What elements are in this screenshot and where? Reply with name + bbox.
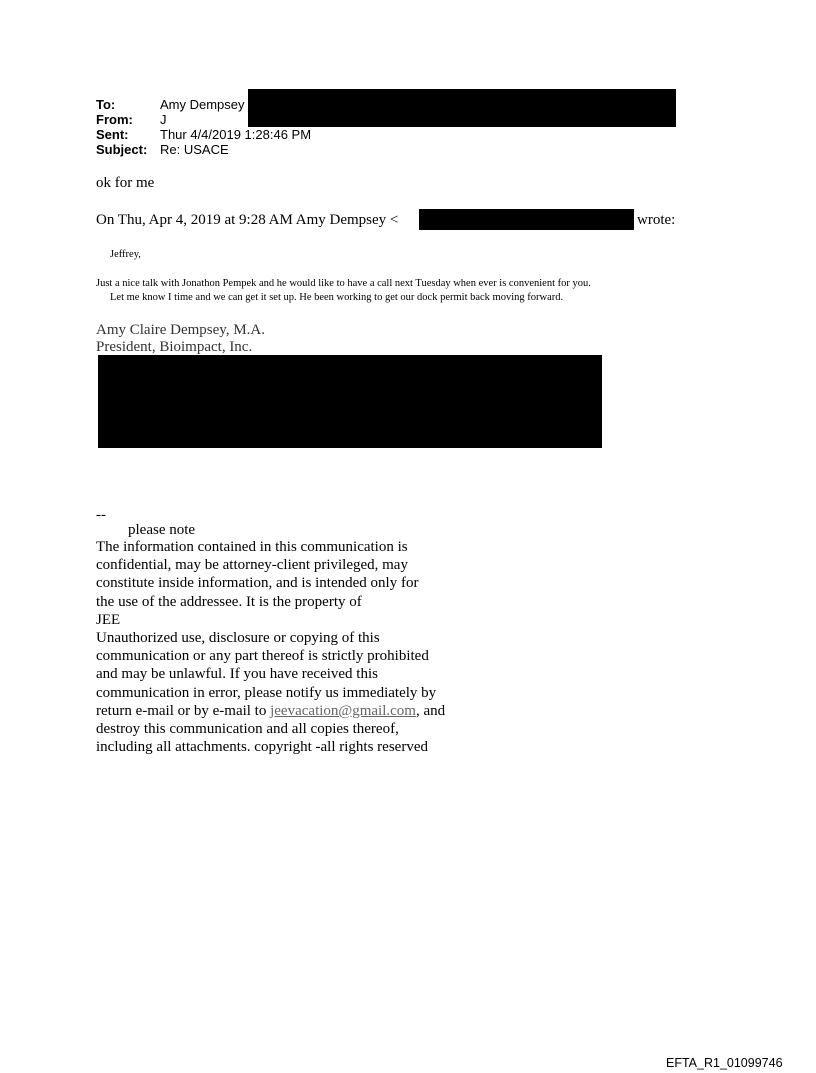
to-label: To: bbox=[96, 97, 116, 112]
to-value: Amy Dempsey bbox=[160, 97, 245, 112]
sent-value: Thur 4/4/2019 1:28:46 PM bbox=[160, 127, 312, 142]
redaction-header-addresses bbox=[248, 89, 676, 127]
quote-wrote: wrote: bbox=[637, 212, 676, 228]
from-label: From: bbox=[96, 112, 133, 127]
signature-title: President, Bioimpact, Inc. bbox=[96, 339, 253, 355]
quoted-message-line2: Let me know I time and we can get it set up. He been working to get our dock permit back moving forward. bbox=[110, 292, 564, 303]
disclaimer-line: confidential, may be attorney-client privileged, may bbox=[96, 557, 408, 574]
signature-separator: -- bbox=[96, 507, 106, 523]
disclaimer-line-prefix: return e-mail or by e-mail to bbox=[96, 702, 271, 719]
quoted-greeting: Jeffrey, bbox=[110, 249, 141, 260]
redaction-signature-block bbox=[98, 355, 602, 448]
disclaimer-line: and may be unlawful. If you have received this bbox=[96, 666, 378, 683]
disclaimer-line: The information contained in this communication is bbox=[96, 539, 408, 555]
disclaimer-line-suffix: , and bbox=[415, 702, 446, 719]
disclaimer-line: the use of the addressee. It is the property of bbox=[96, 593, 362, 610]
disclaimer-line: JEE bbox=[96, 611, 121, 628]
sent-label: Sent: bbox=[96, 127, 129, 142]
subject-label: Subject: bbox=[96, 142, 148, 157]
document-id: EFTA_R1_01099746 bbox=[666, 1056, 783, 1070]
disclaimer-line bbox=[96, 702, 476, 720]
disclaimer-line: communication or any part thereof is strictly prohibited bbox=[96, 648, 429, 665]
from-value: J bbox=[160, 112, 167, 127]
disclaimer-line: Unauthorized use, disclosure or copying of this bbox=[96, 630, 380, 647]
disclaimer-line: communication in error, please notify us immediately by bbox=[96, 684, 437, 701]
disclaimer-block bbox=[96, 538, 476, 756]
email-link[interactable]: jeevacation@gmail.com bbox=[270, 702, 416, 719]
disclaimer-line: constitute inside information, and is intended only for bbox=[96, 575, 419, 592]
disclaimer-please-note: please note bbox=[128, 522, 196, 538]
disclaimer-line: destroy this communication and all copies thereof, bbox=[96, 721, 399, 738]
redaction-sender-email bbox=[419, 209, 634, 230]
subject-value: Re: USACE bbox=[160, 142, 229, 157]
signature-name: Amy Claire Dempsey, M.A. bbox=[96, 322, 265, 338]
reply-text: ok for me bbox=[96, 175, 155, 191]
quoted-message-line1: Just a nice talk with Jonathon Pempek and he would like to have a call next Tuesday when ever is convenient for you. bbox=[96, 278, 591, 289]
quote-intro: On Thu, Apr 4, 2019 at 9:28 AM Amy Dempsey < bbox=[96, 212, 399, 228]
disclaimer-line: including all attachments. copyright -all rights reserved bbox=[96, 739, 428, 756]
